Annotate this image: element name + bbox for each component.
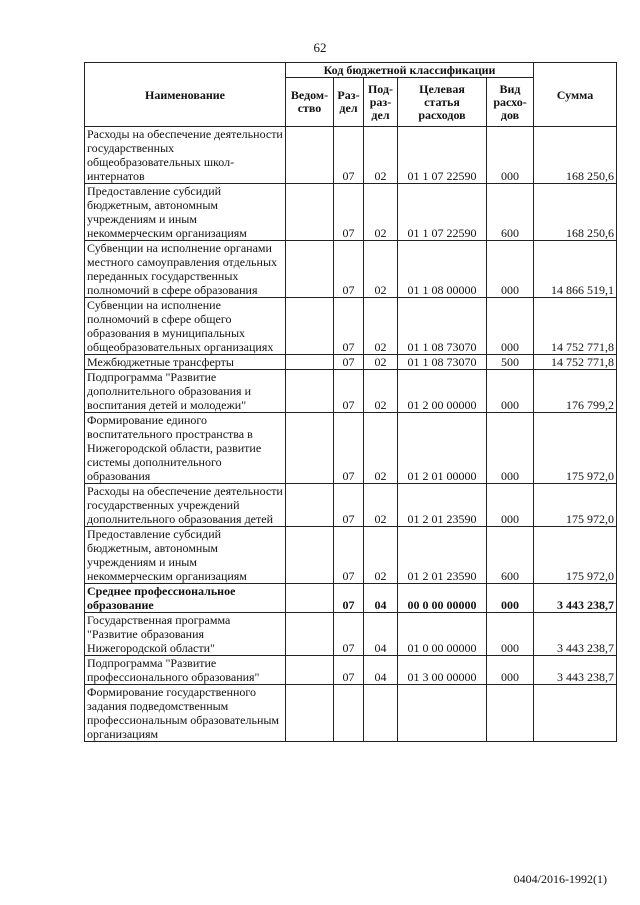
row-tselevaya-cell: 01 0 00 00000 [398, 613, 487, 656]
table-row [85, 184, 617, 241]
row-podrazdel-cell: 02 [364, 484, 398, 527]
row-vid-cell: 500 [487, 355, 534, 370]
row-summa-cell: 175 972,0 [534, 527, 617, 584]
table-row [85, 127, 617, 184]
row-vid-cell: 600 [487, 184, 534, 241]
row-podrazdel-cell: 04 [364, 656, 398, 685]
col-header-tselevaya: Целевая статья расходов [398, 78, 487, 127]
document-code: 0404/2016-1992(1) [513, 872, 607, 886]
row-summa-cell: 3 443 238,7 [534, 613, 617, 656]
row-vid-cell: 600 [487, 527, 534, 584]
col-header-podrazdel: Под- раз- дел [364, 78, 398, 127]
col-header-summa: Сумма [534, 63, 617, 127]
row-podrazdel-cell: 02 [364, 298, 398, 355]
row-tselevaya-cell: 01 1 07 22590 [398, 184, 487, 241]
row-podrazdel-cell: 02 [364, 184, 398, 241]
row-name-cell: Формирование единого воспитательного пространства в Нижегородской области, развитие системы дополнительного образования [85, 413, 286, 484]
row-podrazdel-cell: 02 [364, 413, 398, 484]
row-name-cell: Подпрограмма "Развитие профессионального образования" [85, 656, 286, 685]
row-podrazdel-cell [364, 685, 398, 742]
col-header-name: Наименование [85, 63, 286, 127]
row-vid-cell: 000 [487, 413, 534, 484]
row-summa-cell: 175 972,0 [534, 413, 617, 484]
row-summa-cell: 176 799,2 [534, 370, 617, 413]
row-podrazdel-cell: 02 [364, 241, 398, 298]
row-vid-cell: 000 [487, 484, 534, 527]
row-tselevaya-cell: 01 1 07 22590 [398, 127, 487, 184]
row-summa-cell: 14 752 771,8 [534, 298, 617, 355]
col-header-group: Код бюджетной классификации [286, 63, 534, 78]
table-row [85, 484, 617, 527]
row-vedomstvo-cell [286, 656, 334, 685]
col-header-vid: Вид расхо- дов [487, 78, 534, 127]
row-razdel-cell: 07 [334, 413, 364, 484]
table-row [85, 370, 617, 413]
row-podrazdel-cell: 02 [364, 355, 398, 370]
row-vid-cell: 000 [487, 241, 534, 298]
row-vedomstvo-cell [286, 241, 334, 298]
row-podrazdel-cell: 02 [364, 527, 398, 584]
col-header-vedomstvo: Ведом- ство [286, 78, 334, 127]
row-vid-cell: 000 [487, 298, 534, 355]
row-razdel-cell: 07 [334, 484, 364, 527]
row-tselevaya-cell: 01 1 08 73070 [398, 298, 487, 355]
table-row [85, 656, 617, 685]
row-razdel-cell: 07 [334, 241, 364, 298]
row-vid-cell: 000 [487, 656, 534, 685]
table-row [85, 613, 617, 656]
row-vedomstvo-cell [286, 184, 334, 241]
row-name-cell: Субвенции на исполнение полномочий в сфере общего образования в муниципальных общеобразовательных организациях [85, 298, 286, 355]
row-tselevaya-cell: 01 2 01 23590 [398, 527, 487, 584]
row-podrazdel-cell: 04 [364, 613, 398, 656]
row-summa-cell: 175 972,0 [534, 484, 617, 527]
row-razdel-cell: 07 [334, 298, 364, 355]
row-name-cell: Межбюджетные трансферты [85, 355, 286, 370]
row-name-cell: Расходы на обеспечение деятельности государственных учреждений дополнительного образования детей [85, 484, 286, 527]
page-number: 62 [313, 40, 327, 55]
row-vedomstvo-cell [286, 127, 334, 184]
row-vid-cell: 000 [487, 584, 534, 613]
table-row [85, 298, 617, 355]
row-razdel-cell [334, 685, 364, 742]
row-podrazdel-cell: 02 [364, 127, 398, 184]
row-razdel-cell: 07 [334, 527, 364, 584]
row-razdel-cell: 07 [334, 127, 364, 184]
row-name-cell: Предоставление субсидий бюджетным, автономным учреждениям и иным некоммерческим организациям [85, 527, 286, 584]
row-vedomstvo-cell [286, 685, 334, 742]
row-razdel-cell: 07 [334, 613, 364, 656]
row-tselevaya-cell [398, 685, 487, 742]
row-summa-cell [534, 685, 617, 742]
row-podrazdel-cell: 02 [364, 370, 398, 413]
row-vedomstvo-cell [286, 584, 334, 613]
row-razdel-cell: 07 [334, 656, 364, 685]
row-name-cell: Среднее профессиональное образование [85, 584, 286, 613]
row-vedomstvo-cell [286, 370, 334, 413]
row-razdel-cell: 07 [334, 184, 364, 241]
col-header-razdel: Раз- дел [334, 78, 364, 127]
row-summa-cell: 14 866 519,1 [534, 241, 617, 298]
row-summa-cell: 168 250,6 [534, 184, 617, 241]
row-vid-cell [487, 685, 534, 742]
row-tselevaya-cell: 01 1 08 73070 [398, 355, 487, 370]
row-tselevaya-cell: 01 2 01 23590 [398, 484, 487, 527]
table-row [85, 527, 617, 584]
table-row [85, 355, 617, 370]
table-row [85, 413, 617, 484]
row-tselevaya-cell: 00 0 00 00000 [398, 584, 487, 613]
row-podrazdel-cell: 04 [364, 584, 398, 613]
table-row [85, 685, 617, 742]
row-tselevaya-cell: 01 2 00 00000 [398, 370, 487, 413]
row-tselevaya-cell: 01 3 00 00000 [398, 656, 487, 685]
row-tselevaya-cell: 01 2 01 00000 [398, 413, 487, 484]
row-summa-cell: 3 443 238,7 [534, 656, 617, 685]
row-vedomstvo-cell [286, 413, 334, 484]
table-row [85, 241, 617, 298]
budget-table [84, 62, 617, 742]
row-razdel-cell: 07 [334, 584, 364, 613]
row-name-cell: Формирование государственного задания подведомственным профессиональным образовательным организациям [85, 685, 286, 742]
row-vedomstvo-cell [286, 298, 334, 355]
table-row [85, 584, 617, 613]
row-razdel-cell: 07 [334, 370, 364, 413]
row-vid-cell: 000 [487, 127, 534, 184]
row-vedomstvo-cell [286, 527, 334, 584]
row-razdel-cell: 07 [334, 355, 364, 370]
row-name-cell: Подпрограмма "Развитие дополнительного образования и воспитания детей и молодежи" [85, 370, 286, 413]
row-vedomstvo-cell [286, 355, 334, 370]
row-name-cell: Предоставление субсидий бюджетным, автономным учреждениям и иным некоммерческим организациям [85, 184, 286, 241]
row-summa-cell: 14 752 771,8 [534, 355, 617, 370]
row-vedomstvo-cell [286, 484, 334, 527]
row-vid-cell: 000 [487, 370, 534, 413]
row-vid-cell: 000 [487, 613, 534, 656]
table-body [85, 127, 617, 742]
row-tselevaya-cell: 01 1 08 00000 [398, 241, 487, 298]
row-name-cell: Расходы на обеспечение деятельности государственных общеобразовательных школ-интернатов [85, 127, 286, 184]
row-summa-cell: 168 250,6 [534, 127, 617, 184]
row-vedomstvo-cell [286, 613, 334, 656]
row-summa-cell: 3 443 238,7 [534, 584, 617, 613]
row-name-cell: Субвенции на исполнение органами местного самоуправления отдельных переданных государственных полномочий в сфере образования [85, 241, 286, 298]
row-name-cell: Государственная программа "Развитие образования Нижегородской области" [85, 613, 286, 656]
